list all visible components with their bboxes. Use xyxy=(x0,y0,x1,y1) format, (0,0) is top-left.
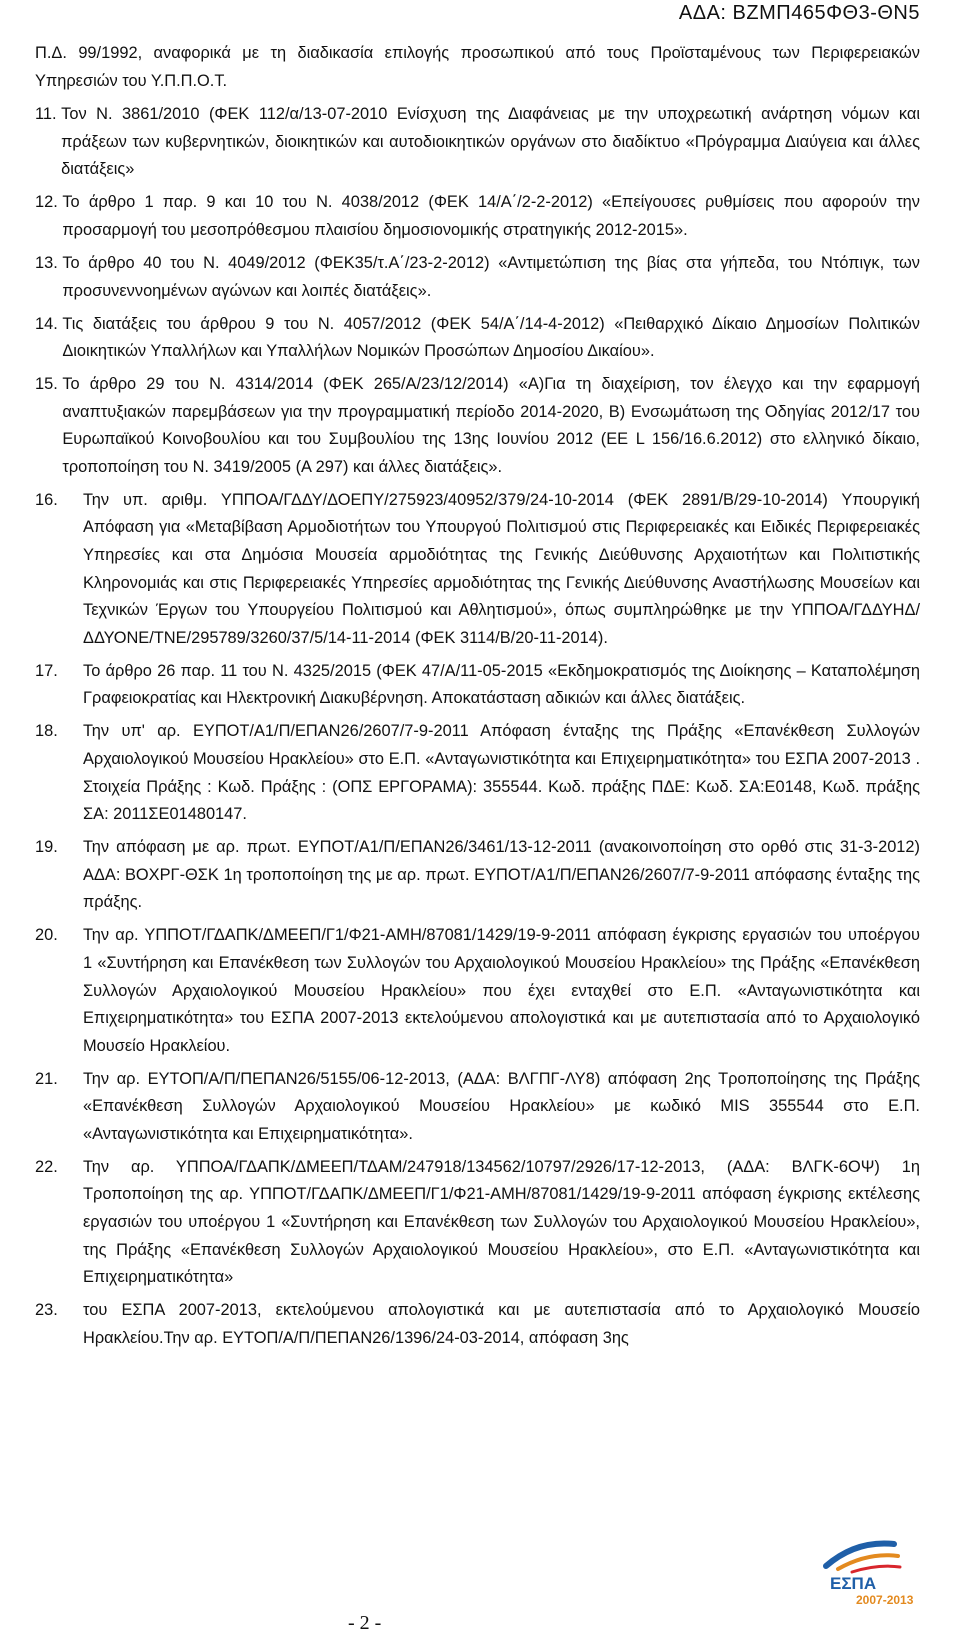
document-body xyxy=(35,40,920,1358)
item-number: 14. xyxy=(35,314,63,333)
list-item xyxy=(35,1297,920,1352)
item-text: Την απόφαση με αρ. πρωτ. ΕΥΠΟΤ/Α1/Π/ΕΠΑΝ26/3461/13-12-2011 (ανακοινοποίηση στο ορθό στις 31-3-2012) ΑΔΑ: ΒΟΧΡΓ-ΘΣΚ 1η τροποποίηση της με αρ. πρωτ. ΕΥΠΟΤ/Α1/Π/ΕΠΑΝ26/2607/7-9-2011 απόφασης ένταξης της πράξης. xyxy=(83,838,920,912)
list-item xyxy=(35,1154,920,1292)
item-number: 12. xyxy=(35,193,63,212)
intro-paragraph: Π.Δ. 99/1992, αναφορικά με τη διαδικασία επιλογής προσωπικού από τους Προϊσταμένους των Περιφερειακών Υπηρεσιών του Υ.Π.Π.Ο.Τ. xyxy=(35,44,920,90)
item-number: 15. xyxy=(35,375,63,394)
list-item xyxy=(35,834,920,917)
item-text: Το άρθρο 29 του Ν. 4314/2014 (ΦΕΚ 265/Α/23/12/2014) «Α)Για τη διαχείριση, τον έλεγχο και την εφαρμογή αναπτυξιακών παρεμβάσεων για την προγραμματική περίοδο 2014-2020, Β) Ενσωμάτωση της Οδηγίας 2012/17 του Ευρωπαϊκού Κοινοβουλίου και του Συμβουλίου της 13ης Ιουνίου 2012 (ΕΕ L 156/16.6.2012) στο ελληνικό δίκαιο, τροποποίηση του Ν. 3419/2005 (Α 297) και άλλες διατάξεις». xyxy=(62,375,920,476)
list-item xyxy=(35,1066,920,1149)
list-item xyxy=(35,101,920,184)
espa-logo xyxy=(808,1532,926,1610)
item-number: 11. xyxy=(35,105,62,124)
ada-code: ΑΔΑ: ΒΖΜΠ465ΦΘ3-ΘΝ5 xyxy=(678,2,920,24)
espa-logo-years: 2007-2013 xyxy=(856,1593,914,1607)
item-text: Τον Ν. 3861/2010 (ΦΕΚ 112/α/13-07-2010 Ενίσχυση της Διαφάνειας με την υποχρεωτική ανάρτηση νόμων και πράξεων των κυβερνητικών, διοικητικών και αυτοδιοικητικών οργάνων στο διαδίκτυο «Πρόγραμμα Διαύγεια και άλλες διατάξεις» xyxy=(61,105,920,179)
item-number: 20. xyxy=(35,926,63,945)
item-number: 23. xyxy=(35,1301,63,1320)
list-item xyxy=(35,658,920,713)
item-text: Την υπ' αρ. ΕΥΠΟΤ/Α1/Π/ΕΠΑΝ26/2607/7-9-2011 Απόφαση ένταξης της Πράξης «Επανέκθεση Συλλογών Αρχαιολογικού Μουσείου Ηρακλείου» στο Ε.Π. «Ανταγωνιστικότητα και Επιχειρηματικότητα» του ΕΣΠΑ 2007-2013 . Στοιχεία Πράξης : Κωδ. Πράξης : (ΟΠΣ ΕΡΓΟΡΑΜΑ): 355544. Κωδ. πράξης ΠΔΕ: Κωδ. ΣΑ:Ε0148, Κωδ. πράξης ΣΑ: 2011ΣΕ01480147. xyxy=(83,722,920,824)
espa-logo-word: ΕΣΠΑ xyxy=(830,1574,877,1593)
item-number: 22. xyxy=(35,1157,63,1176)
list-item xyxy=(35,311,920,366)
item-text: Το άρθρο 40 του Ν. 4049/2012 (ΦΕΚ35/τ.Α΄/23-2-2012) «Αντιμετώπιση της βίας στα γήπεδα, του Ντόπιγκ, των προσυνεννοημένων αγώνων και λοιπές διατάξεις». xyxy=(62,253,920,300)
list-item xyxy=(35,371,920,481)
item-text: Την αρ. ΥΠΠΟΤ/ΓΔΑΠΚ/ΔΜΕΕΠ/Γ1/Φ21-ΑΜΗ/87081/1429/19-9-2011 απόφαση έγκρισης εργασιών του υποέργου 1 «Συντήρηση και Επανέκθεση των Συλλογών του Αρχαιολογικού Μουσείου Ηρακλείου» της Πράξης «Επανέκθεση Συλλογών Αρχαιολογικού Μουσείου Ηρακλείου» που έχει ενταχθεί στο Ε.Π. «Ανταγωνιστικότητα και Επιχειρηματικότητα» του ΕΣΠΑ 2007-2013 εκτελούμενου απολογιστικά και με αυτεπιστασία από το Αρχαιολογικό Μουσείο Ηρακλείου. xyxy=(83,926,920,1055)
item-text: του ΕΣΠΑ 2007-2013, εκτελούμενου απολογιστικά και με αυτεπιστασία από το Αρχαιολογικό Μουσείο Ηρακλείου.Την αρ. ΕΥΤΟΠ/Α/Π/ΠΕΠΑΝ26/1396/24-03-2014, απόφαση 3ης xyxy=(83,1301,920,1347)
item-text: Την αρ. ΥΠΠΟΑ/ΓΔΑΠΚ/ΔΜΕΕΠ/ΤΔΑΜ/247918/134562/10797/2926/17-12-2013, (ΑΔΑ: ΒΛΓΚ-6ΟΨ) 1η Τροποποίηση της αρ. ΥΠΠΟΤ/ΓΔΑΠΚ/ΔΜΕΕΠ/Γ1/Φ21-ΑΜΗ/87081/1429/19-9-2011 απόφαση έγκρισης εκτέλεσης εργασιών του υποέργου 1 «Συντήρηση και Επανέκθεση των Συλλογών του Αρχαιολογικού Μουσείου Ηρακλείου», της Πράξης «Επανέκθεση Συλλογών Αρχαιολογικού Μουσείου Ηρακλείου», στο Ε.Π. «Ανταγωνιστικότητα και Επιχειρηματικότητα» xyxy=(83,1157,920,1287)
list-item xyxy=(35,922,920,1060)
item-number: 17. xyxy=(35,661,63,680)
item-text: Το άρθρο 1 παρ. 9 και 10 του Ν. 4038/2012 (ΦΕΚ 14/Α΄/2-2-2012) «Επείγουσες ρυθμίσεις που αφορούν την προσαρμογή του μεσοπρόθεσμου πλαισίου δημοσιονομικής στρατηγικής 2012-2015». xyxy=(62,193,920,239)
espa-emblem-icon xyxy=(826,1543,900,1572)
item-number: 19. xyxy=(35,838,63,857)
item-text: Τις διατάξεις του άρθρου 9 του Ν. 4057/2012 (ΦΕΚ 54/Α΄/14-4-2012) «Πειθαρχικό Δίκαιο Δημοσίων Πολιτικών Διοικητικών Υπαλλήλων και Υπαλλήλων Νομικών Προσώπων Δημοσίου Δικαίου». xyxy=(62,314,920,361)
item-text: Την αρ. ΕΥΤΟΠ/Α/Π/ΠΕΠΑΝ26/5155/06-12-2013, (ΑΔΑ: ΒΛΓΠΓ-ΛΥ8) απόφαση 2ης Τροποποίησης της Πράξης «Επανέκθεση Συλλογών Αρχαιολογικού Μουσείου Ηρακλείου» με κωδικό MIS 355544 στο Ε.Π. «Ανταγωνιστικότητα και Επιχειρηματικότητα». xyxy=(83,1069,920,1143)
list-item xyxy=(35,189,920,244)
item-number: 16. xyxy=(35,490,63,509)
item-text: Το άρθρο 26 παρ. 11 του Ν. 4325/2015 (ΦΕΚ 47/Α/11-05-2015 «Εκδημοκρατισμός της Διοίκησης – Καταπολέμηση Γραφειοκρατίας και Ηλεκτρονική Διακυβέρνηση. Αποκατάσταση αδικιών και άλλες διατάξεις. xyxy=(83,661,920,708)
item-number: 13. xyxy=(35,253,63,272)
list-item xyxy=(35,250,920,305)
item-number: 21. xyxy=(35,1069,63,1088)
list-item xyxy=(35,487,920,653)
item-number: 18. xyxy=(35,722,63,741)
item-text: Την υπ. αριθμ. ΥΠΠΟΑ/ΓΔΔΥ/ΔΟΕΠΥ/275923/40952/379/24-10-2014 (ΦΕΚ 2891/Β/29-10-2014) Υπουργική Απόφαση για «Μεταβίβαση Αρμοδιοτήτων του Υπουργού Πολιτισμού στις Περιφερειακές και Ειδικές Περιφερειακές Υπηρεσίες και στα Δημόσια Μουσεία αρμοδιότητας της Γενικής Διεύθυνσης Αρχαιοτήτων και Πολιτιστικής Κληρονομιάς και στις Περιφερειακές Υπηρεσίες αρμοδιότητας της Γενικής Διεύθυνσης Αναστήλωσης Μουσείων και Τεχνικών Έργων του Υπουργείου Πολιτισμού και Αθλητισμού», όπως συμπληρώθηκε με την ΥΠΠΟΑ/ΓΔΔΥΗΔ/ΔΔΥΟΝΕ/ΤΝΕ/295789/3260/37/5/14-11-2014 (ΦΕΚ 3114/Β/20-11-2014). xyxy=(83,490,920,647)
list-item xyxy=(35,718,920,828)
page-number: - 2 - xyxy=(348,1612,382,1634)
legal-references-list xyxy=(35,101,920,1352)
